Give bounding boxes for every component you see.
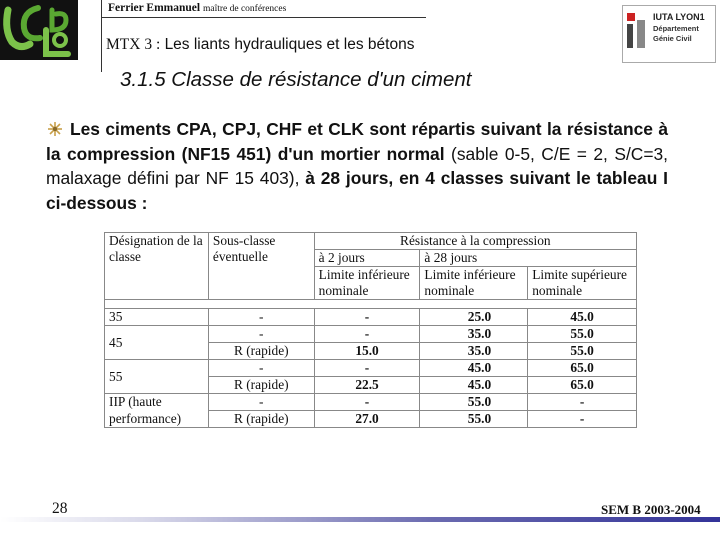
header-divider-horizontal [101, 17, 426, 18]
cell-inf-28j: 55.0 [420, 394, 528, 411]
cell-sup-28j: 55.0 [528, 343, 637, 360]
cell-classe: 45 [105, 326, 209, 360]
cell-sup-28j: 65.0 [528, 360, 637, 377]
body-paragraph [46, 117, 668, 215]
cell-2j: 22.5 [314, 377, 420, 394]
cell-inf-28j: 35.0 [420, 326, 528, 343]
cell-2j: 15.0 [314, 343, 420, 360]
header-divider-vertical [101, 0, 102, 72]
iuta-mark-icon [626, 12, 648, 50]
cell-classe: 35 [105, 309, 209, 326]
table-row [105, 411, 637, 428]
cell-sous-classe: R (rapide) [208, 343, 314, 360]
iuta-logo-line1: IUTA LYON1 [653, 12, 705, 22]
cell-sous-classe: - [208, 309, 314, 326]
table-row [105, 309, 637, 326]
iuta-logo-line3: Génie Civil [653, 34, 692, 43]
cell-sup-28j: 65.0 [528, 377, 637, 394]
paragraph-bold-2: à 28 jours, en 4 classes suivant le tableau I ci-dessous : [46, 168, 668, 213]
paragraph-bold-1: Les ciments CPA, CPJ, CHF et CLK sont répartis suivant la résistance à la compression (NF15 451) d'un mortier normal [46, 119, 668, 164]
star-bullet-icon [46, 121, 64, 137]
table-spacer [105, 300, 637, 309]
cell-classe: 55 [105, 360, 209, 394]
cell-inf-28j: 35.0 [420, 343, 528, 360]
cell-2j: - [314, 326, 420, 343]
cell-sous-classe: R (rapide) [208, 377, 314, 394]
cell-classe: IIP (haute [105, 394, 209, 411]
header-lim-inf-28j: Limite inférieure nominale [420, 267, 528, 300]
cell-sup-28j: 45.0 [528, 309, 637, 326]
header-resistance: Résistance à la compression [314, 233, 636, 250]
header-sous-classe: Sous-classe éventuelle [208, 233, 314, 300]
cell-sup-28j: 55.0 [528, 326, 637, 343]
cell-sous-classe: - [208, 360, 314, 377]
footer-session: SEM B 2003-2004 [601, 502, 701, 517]
course-title-line [106, 36, 414, 54]
header-28-jours: à 28 jours [420, 250, 637, 267]
author-line [108, 2, 286, 14]
cell-2j: 27.0 [314, 411, 420, 428]
course-code: MTX 3 : [106, 36, 161, 53]
resistance-class-table [104, 232, 637, 428]
slide-title: 3.1.5 Classe de résistance d'un ciment [120, 68, 472, 91]
iuta-logo-line2: Département [653, 24, 699, 33]
cell-sous-classe: R (rapide) [208, 411, 314, 428]
header-lim-sup-28j: Limite supérieure nominale [528, 267, 637, 300]
cell-2j: - [314, 394, 420, 411]
table-row [105, 360, 637, 377]
course-title: Les liants hydrauliques et les bétons [164, 36, 415, 53]
page-number: 28 [52, 500, 68, 517]
cell-sup-28j: - [528, 394, 637, 411]
ucbl-logo [0, 0, 78, 60]
cell-inf-28j: 25.0 [420, 309, 528, 326]
author-role: maître de conférences [202, 4, 287, 14]
header-lim-inf-2j: Limite inférieure nominale [314, 267, 420, 300]
header-designation: Désignation de la classe [105, 233, 209, 300]
cell-sous-classe: - [208, 326, 314, 343]
cell-sup-28j: - [528, 411, 637, 428]
cell-inf-28j: 55.0 [420, 411, 528, 428]
cell-2j: - [314, 360, 420, 377]
cell-inf-28j: 45.0 [420, 377, 528, 394]
cell-2j: - [314, 309, 420, 326]
table-row [105, 394, 637, 411]
paragraph-normal: (sable 0-5, C/E = 2, S/C=3, malaxage défini par NF 15 403), [46, 143, 669, 188]
iuta-logo [622, 5, 716, 63]
header-2-jours: à 2 jours [314, 250, 420, 267]
cell-classe: performance) [105, 411, 209, 428]
cell-sous-classe: - [208, 394, 314, 411]
author-name: Ferrier Emmanuel [108, 2, 201, 14]
table-row [105, 326, 637, 343]
cell-inf-28j: 45.0 [420, 360, 528, 377]
